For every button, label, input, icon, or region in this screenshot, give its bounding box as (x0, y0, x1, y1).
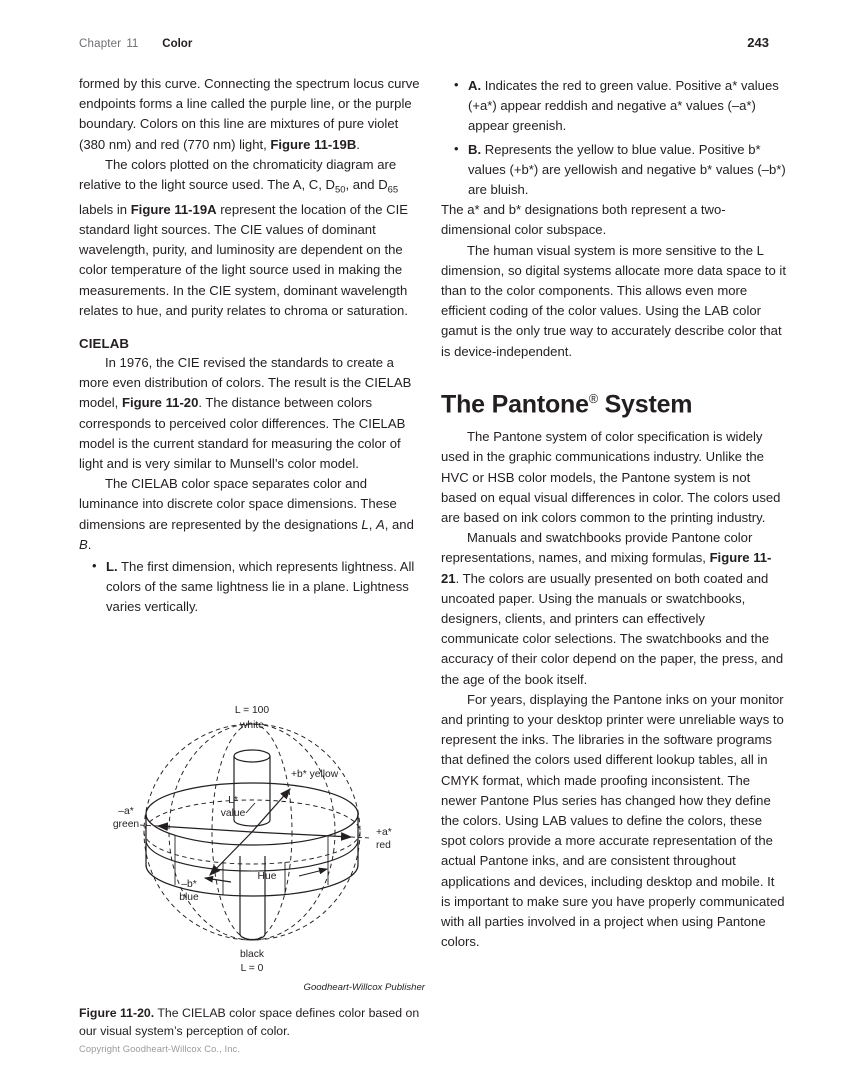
para-text: . (87, 536, 92, 552)
minus-b-axis-arrow (210, 832, 252, 875)
label-green: green (112, 819, 140, 830)
minus-a-axis-extension (138, 825, 158, 826)
label-plus-b-yellow: +b* yellow (291, 769, 339, 780)
figure-caption-label: Figure 11-20. (79, 1006, 155, 1020)
paragraph-swatchbooks (441, 528, 786, 690)
running-head-chapter-title: Color (162, 38, 193, 50)
bullet-list-left (79, 557, 424, 618)
designation-b: B (79, 536, 88, 552)
paragraph-pantone-overview: The Pantone system of color specification is widely used in the graphic communications industry. Unlike the HVC or HSB color models, the Pantone system is not based on equal visual differences in color. The colors used are based on ink colors common to the printing industry. (441, 429, 781, 525)
minus-a-axis-arrow (158, 826, 252, 832)
figure-ref-11-21: Figure 11-21 (441, 550, 772, 586)
diagram-labels (113, 705, 392, 974)
label-blue: blue (179, 892, 199, 903)
para-text: , and D (345, 177, 388, 193)
label-red: red (376, 840, 391, 851)
l-value-leader (246, 803, 255, 813)
left-text-column (79, 74, 424, 618)
para-text: In 1976, the CIE revised the standards to create a more even distribution of colors. The result is the CIELAB model, (79, 355, 412, 411)
para-text: represent the location of the CIE standard light sources. The CIE values of dominant wavelength, purity, and luminosity are dependent on the color temperature of the light source used in making the measurements. In the CIE system, dominant wavelength relates to hue, and purity relates to chroma or saturation. (79, 201, 408, 318)
label-minus-a: –a* (118, 806, 134, 817)
para-text: Manuals and swatchbooks provide Pantone color representations, names, and mixing formulas, (441, 530, 753, 566)
running-head-chapter-number: 11 (126, 38, 139, 50)
paragraph-purple-line (79, 74, 424, 155)
bullet-text-b: Represents the yellow to blue value. Positive b* values (+b*) are yellowish and negative b* values (–b*) are bluish. (468, 141, 786, 198)
para-text: . The distance between colors corresponds to perceived color differences. The CIELAB model is the current standard for measuring the color of light and is very similar to Munsell’s color model. (79, 395, 406, 472)
figure-ref-11-20: Figure 11-20 (121, 395, 199, 411)
para-text-end: . (356, 136, 360, 152)
plus-b-axis-arrow (252, 789, 290, 832)
designation-l: L (361, 516, 369, 532)
plus-a-axis-extension (351, 837, 370, 838)
para-text: , and (384, 516, 414, 532)
label-white: white (239, 720, 265, 731)
list-item-a-dimension (441, 76, 786, 137)
figure-caption-text: The CIELAB color space defines color based on our visual system’s perception of color. (79, 1006, 420, 1038)
figure-ref-11-19a: Figure 11-19A (130, 201, 217, 217)
para-text: . The colors are usually presented on both coated and uncoated paper. Using the manuals or swatchbooks, designers, clients, and printers can effectively communicate color selections. The swatchbooks and the accuracy of their color depend on the paper, the press, and the age of the book itself. (441, 570, 784, 687)
section-head-text-a: The Pantone (441, 390, 589, 419)
l-axis-cylinder-upper-bottom (234, 820, 270, 826)
label-l0: L = 0 (240, 963, 264, 974)
paragraph-ab-subspace: The a* and b* designations both represent a two-dimensional color subspace. (441, 202, 726, 238)
label-black: black (239, 949, 265, 960)
figure-caption (79, 1004, 425, 1040)
cielab-diagram-svg (79, 695, 425, 980)
running-head-chapter-word: Chapter (79, 38, 122, 50)
section-head-pantone-system (441, 384, 786, 419)
figure-ref-11-19b: Figure 11-19B (270, 136, 357, 152)
list-item-l-dimension (79, 557, 424, 618)
paragraph-human-visual-system: The human visual system is more sensitive to the L dimension, so digital systems allocate more data space to it than to the color components. This allows even more efficient coding of the color values. Using the LAB color gamut is the only true way to accurately describe color that is device-independent. (441, 242, 786, 359)
para-text: The CIELAB color space separates color and luminance into discrete color space dimensions. These dimensions are represented by the designations (79, 476, 397, 532)
bullet-text-a: Indicates the red to green value. Positive a* values (+a*) appear reddish and negative a* values (–a*) appear greenish. (468, 78, 779, 134)
figure-credit: Goodheart-Willcox Publisher (303, 982, 425, 993)
subscript-50: 50 (334, 183, 346, 195)
running-head (79, 35, 769, 53)
figure-11-20-block (79, 695, 425, 1040)
para-text: The colors plotted on the chromaticity diagram are relative to the light source used. The A, C, D (79, 156, 397, 193)
section-head-text-b: System (597, 390, 693, 419)
registered-trademark-icon: ® (588, 391, 598, 406)
cielab-color-space-diagram (79, 695, 425, 980)
paragraph-color-space-dimensions (79, 474, 424, 555)
subhead-cielab: CIELAB (79, 336, 130, 352)
subscript-65: 65 (387, 183, 399, 195)
bullet-text-l: The first dimension, which represents lightness. All colors of the same lightness lie in a plane. Lightness varies vertically. (106, 559, 415, 615)
right-text-column (441, 74, 786, 952)
designation-a: A (376, 516, 385, 532)
bullet-label-l: L. (106, 559, 118, 575)
bullet-label-a: A. (468, 78, 482, 93)
label-l-star: L* (228, 795, 238, 806)
paragraph-pantone-plus: For years, displaying the Pantone inks on your monitor and printing to your desktop printer were unreliable ways to represent the inks. The libraries in the software programs that defined the colors used different lookup tables, all in CMYK format, which made proofing inconsistent. The newer Pantone Plus series has changed how they define the colors. Using LAB values to define the colors, these spot colors provide a more accurate representation of the actual Pantone inks, and are consistent throughout applications and devices, including desktop and mobile. It is important to make sure you have properly communicated with all parties involved in a project when using Pantone colors. (441, 691, 785, 950)
l-axis-cylinder-top-cap (234, 750, 270, 762)
label-hue: Hue (257, 871, 277, 882)
bullet-list-right (441, 76, 786, 200)
hue-arrow-left (205, 878, 231, 882)
footer-copyright: Copyright Goodheart-Willcox Co., Inc. (79, 1043, 241, 1054)
bullet-label-b: B. (468, 141, 482, 157)
label-plus-a: +a* (376, 827, 392, 838)
label-l100: L = 100 (234, 705, 270, 716)
para-text: , (368, 516, 376, 532)
l-axis-cylinder-lower-sides (240, 856, 265, 934)
label-l-value: value (220, 808, 246, 819)
label-minus-b: –b* (181, 879, 197, 890)
list-item-b-dimension (441, 140, 786, 201)
hue-arrow-right (299, 869, 327, 876)
paragraph-chromaticity (79, 155, 424, 321)
paragraph-cielab-1976 (79, 353, 424, 474)
para-text: labels in (79, 201, 131, 217)
page-number: 243 (747, 35, 769, 50)
para-text: formed by this curve. Connecting the spectrum locus curve endpoints forms a line called the purple line, or the purple boundary. Colors on this line are mixtures of pure violet (380 nm) and red (770 nm) light, (79, 76, 420, 152)
